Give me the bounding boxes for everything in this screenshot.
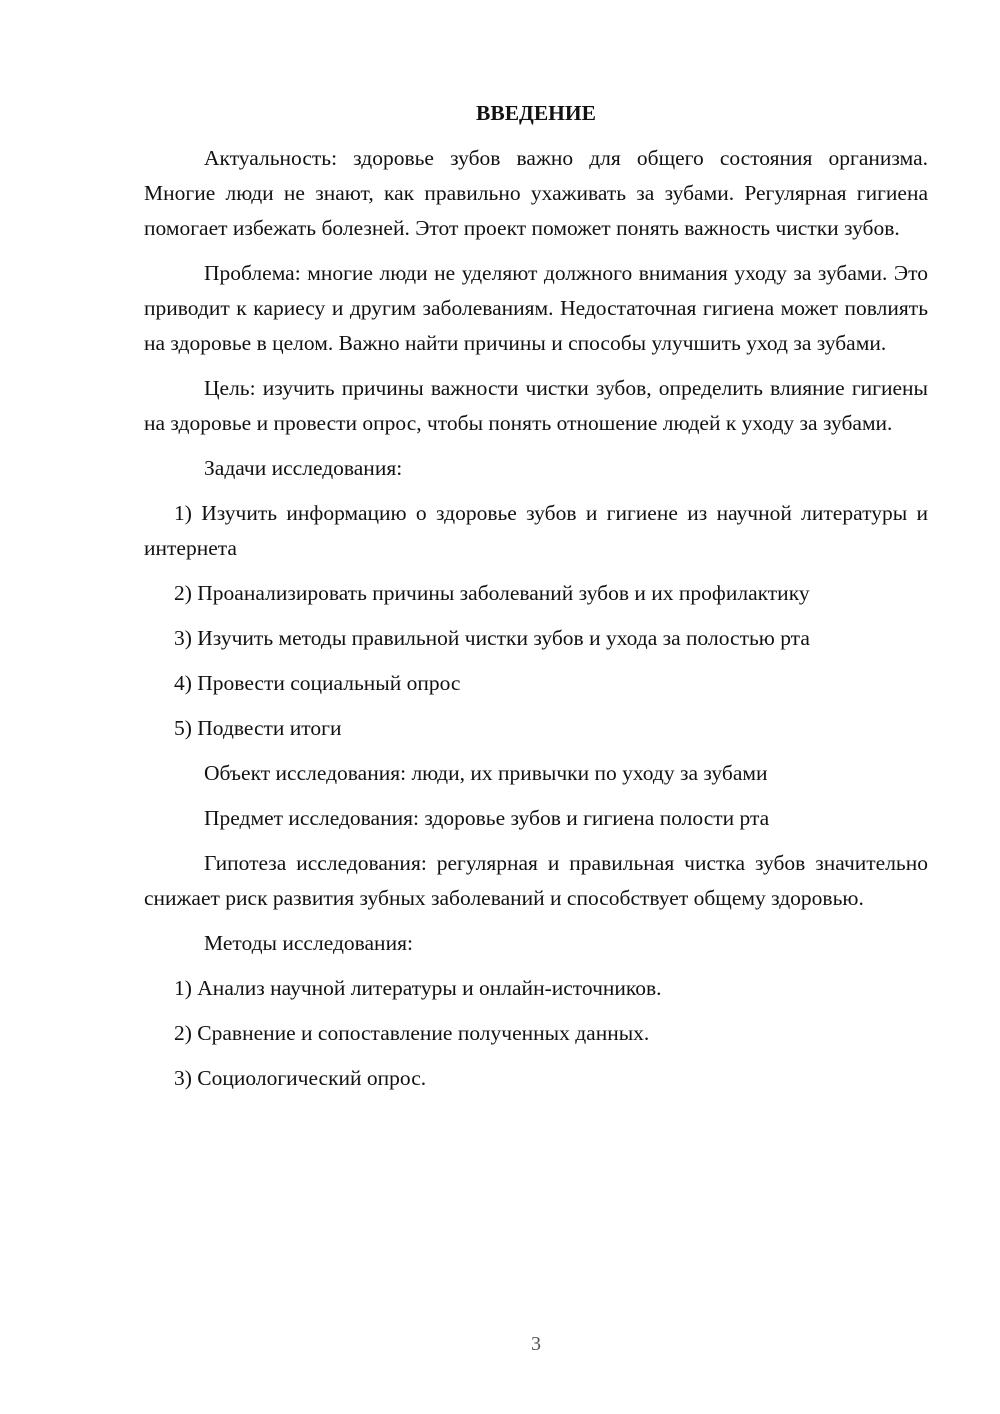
task-item: 4) Провести социальный опрос	[174, 671, 461, 695]
page-number: 3	[531, 1333, 541, 1355]
method-item: 2) Сравнение и сопоставление полученных данных.	[174, 1021, 650, 1045]
tasks-heading: Задачи исследования:	[204, 456, 403, 480]
methods-heading: Методы исследования:	[204, 931, 413, 955]
problem-paragraph: Проблема: многие люди не уделяют должного внимания уходу за зубами. Это приводит к кариесу и другим заболеваниям. Недостаточная гигиена может повлиять на здоровье в целом. Важно найти причины и способы улучшить уход за зубами.	[144, 261, 928, 355]
goal-paragraph: Цель: изучить причины важности чистки зубов, определить влияние гигиены на здоровье и провести опрос, чтобы понять отношение людей к уходу за зубами.	[144, 376, 928, 435]
task-item: 1) Изучить информацию о здоровье зубов и гигиене из научной литературы и интернета	[144, 501, 928, 560]
method-item: 1) Анализ научной литературы и онлайн-источников.	[174, 976, 662, 1000]
tasks-list	[144, 496, 928, 746]
methods-list	[144, 971, 928, 1096]
task-item: 5) Подвести итоги	[174, 716, 342, 740]
subject-paragraph: Предмет исследования: здоровье зубов и гигиена полости рта	[204, 806, 770, 830]
task-item: 2) Проанализировать причины заболеваний зубов и их профилактику	[174, 581, 810, 605]
object-paragraph: Объект исследования: люди, их привычки по уходу за зубами	[204, 761, 768, 785]
section-heading: ВВЕДЕНИЕ	[476, 101, 596, 125]
page-content	[144, 96, 928, 1106]
hypothesis-paragraph: Гипотеза исследования: регулярная и правильная чистка зубов значительно снижает риск развития зубных заболеваний и способствует общему здоровью.	[144, 851, 928, 910]
relevance-paragraph: Актуальность: здоровье зубов важно для общего состояния организма. Многие люди не знают, как правильно ухаживать за зубами. Регулярная гигиена помогает избежать болезней. Этот проект поможет понять важность чистки зубов.	[144, 146, 928, 240]
method-item: 3) Социологический опрос.	[174, 1066, 427, 1090]
task-item: 3) Изучить методы правильной чистки зубов и ухода за полостью рта	[174, 626, 810, 650]
